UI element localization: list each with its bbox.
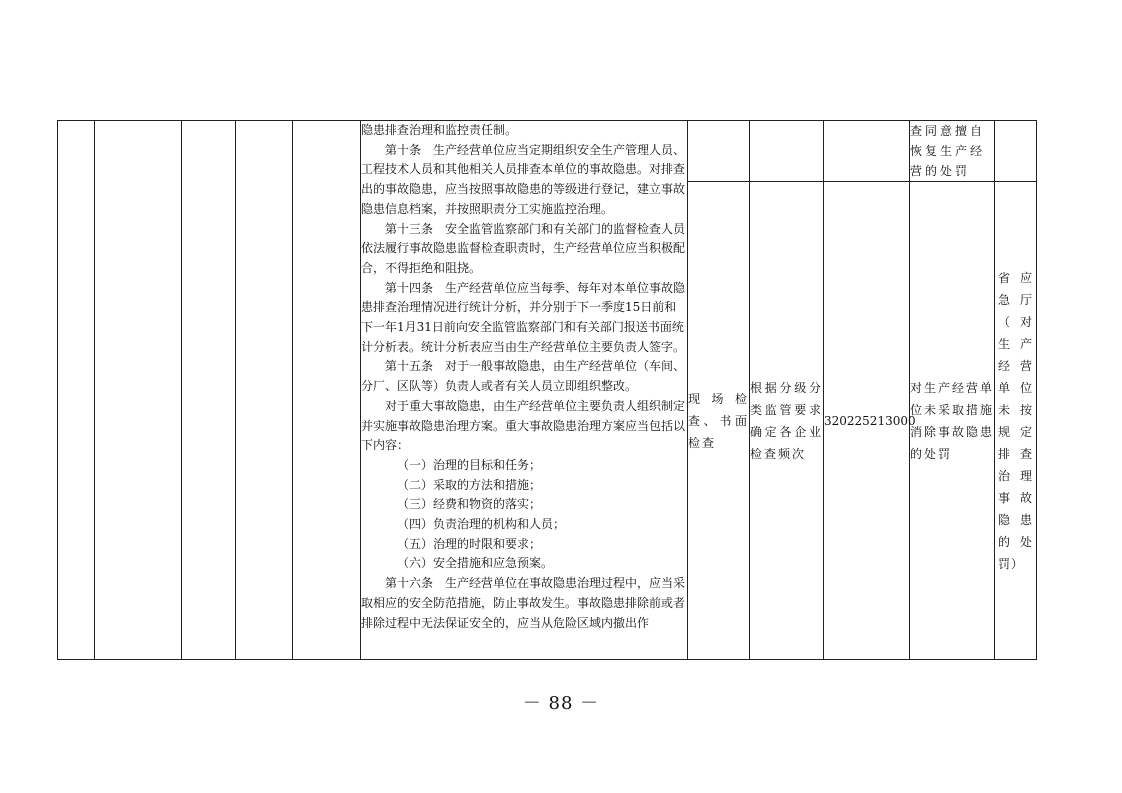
law-paragraph: （一）治理的目标和任务；: [397, 457, 542, 472]
law-paragraph: （三）经费和物资的落实；: [397, 497, 542, 512]
check-method-text: 现场检查、书面检查: [688, 391, 749, 450]
law-text: [361, 121, 687, 633]
col-1-cell: [58, 121, 95, 660]
regulation-table: [57, 120, 1037, 660]
law-paragraph: 隐患排查治理和监控责任制。: [361, 123, 518, 137]
col-2-cell: [95, 121, 182, 660]
law-paragraph: 第十三条 安全监管监察部门和有关部门的监督检查人员依法履行事故隐患监督检查职责时，生产经营单位应当积极配合，不得拒绝和阻挠。: [361, 221, 686, 275]
law-paragraph: 第十条 生产经营单位应当定期组织安全生产管理人员、工程技术人员和其他相关人员排查本单位的事故隐患。对排查出的事故隐患，应当按照事故隐患的等级进行登记，建立事故隐患信息档案，并按照职责分工实施监控治理。: [361, 142, 686, 216]
top-method-cell: [688, 121, 750, 182]
authority-text: 省应急厅（对生产经营单位未按规定排查治理事故隐患的处罚）: [998, 270, 1033, 571]
law-paragraph: 对于重大事故隐患，由生产经营单位主要负责人组织制定并实施事故隐患治理方案。重大事故隐患治理方案应当包括以下内容：: [361, 398, 686, 453]
item-code-text: 320225213000: [824, 413, 916, 428]
check-method-cell: [688, 182, 750, 660]
law-paragraph: （五）治理的时限和要求；: [397, 536, 542, 551]
col-5-cell: [293, 121, 361, 660]
check-frequency-cell: [750, 182, 824, 660]
prev-penalty-text: 查同意擅自恢复生产经营的处罚: [910, 124, 986, 178]
law-paragraph: （二）采取的方法和措施；: [397, 477, 542, 492]
top-code-cell: [824, 121, 910, 182]
law-paragraph: （四）负责治理的机构和人员；: [397, 517, 566, 532]
prev-penalty-cell: [910, 121, 995, 182]
law-text-cell: [361, 121, 688, 660]
col-3-cell: [182, 121, 236, 660]
law-paragraph: （六）安全措施和应急预案。: [397, 556, 554, 571]
penalty-item-text: 对生产经营单位未采取措施消除事故隐患的处罚: [910, 380, 995, 461]
law-paragraph: 第十四条 生产经营单位应当每季、每年对本单位事故隐患排查治理情况进行统计分析，并分别于下一季度15日前和下一年1月31日前向安全监管监察部门和有关部门报送书面统计分析表。统计分析表应当由生产经营单位主要负责人签字。: [361, 280, 686, 354]
item-code-cell: [824, 182, 916, 660]
col-4-cell: [236, 121, 293, 660]
page-number: － 88 －: [522, 693, 600, 714]
penalty-item-cell: [910, 182, 995, 660]
top-frequency-cell: [750, 121, 824, 182]
check-frequency-text: 根据分级分类监管要求确定各企业检查频次: [750, 380, 823, 461]
authority-cell: [995, 182, 1037, 660]
law-paragraph: 第十六条 生产经营单位在事故隐患治理过程中，应当采取相应的安全防范措施，防止事故发生。事故隐患排除前或者排除过程中无法保证安全的，应当从危险区域内撤出作: [361, 576, 686, 630]
top-authority-cell: [995, 121, 1037, 182]
law-paragraph: 第十五条 对于一般事故隐患，由生产经营单位（车间、分厂、区队等）负责人或者有关人员立即组织整改。: [361, 359, 686, 394]
